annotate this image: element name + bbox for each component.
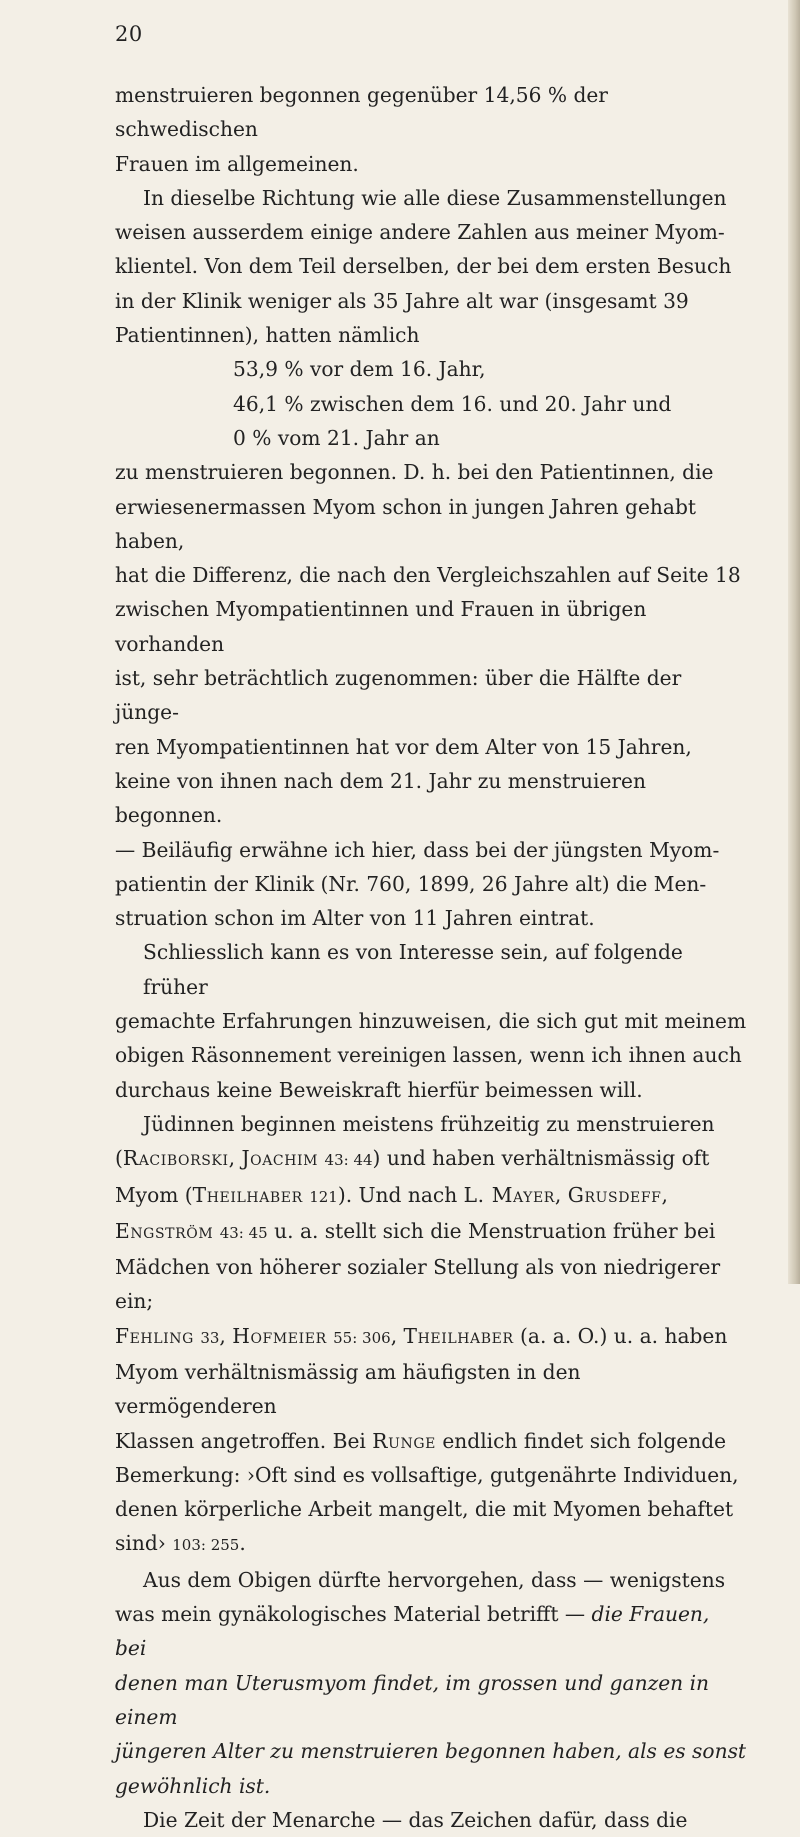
emphasized-text: gewöhnlich ist. bbox=[115, 1773, 271, 1798]
text-line: erwiesenermassen Myom schon in jungen Jahren gehabt haben, bbox=[115, 494, 696, 553]
author-name: L. Mayer bbox=[463, 1182, 555, 1207]
stat-line: 46,1 % zwischen dem 16. und 20. Jahr und bbox=[233, 391, 672, 416]
page-number: 20 bbox=[115, 22, 143, 46]
text-line: hat die Differenz, die nach den Vergleichszahlen auf Seite 18 bbox=[115, 563, 741, 588]
citation: 43: 45 bbox=[219, 1223, 268, 1242]
text-line: denen körperliche Arbeit mangelt, die mit Myomen behaftet bbox=[115, 1497, 734, 1522]
author-name: Engström bbox=[115, 1218, 214, 1243]
text-line: ren Myompatientinnen hat vor dem Alter von 15 Jahren, bbox=[115, 734, 692, 759]
body-text bbox=[115, 78, 747, 1837]
author-name: Runge bbox=[372, 1428, 436, 1453]
citation: 121 bbox=[309, 1187, 338, 1206]
text-fragment: ( bbox=[115, 1146, 123, 1171]
text-line: obigen Räsonnement vereinigen lassen, wenn ich ihnen auch bbox=[115, 1043, 742, 1068]
text-fragment: , bbox=[219, 1323, 233, 1348]
text-line bbox=[115, 1769, 747, 1803]
citation: 33 bbox=[200, 1328, 220, 1347]
text-fragment: , bbox=[228, 1146, 242, 1171]
text-fragment: ). Und nach bbox=[337, 1182, 464, 1207]
author-name: Theilhaber bbox=[192, 1182, 303, 1207]
text-fragment: , bbox=[661, 1182, 668, 1207]
text-fragment: . bbox=[239, 1531, 246, 1556]
author-name: Raciborski bbox=[122, 1146, 229, 1171]
text-line: in der Klinik weniger als 35 Jahre alt war (insgesamt 39 bbox=[115, 288, 689, 313]
author-name: Hofmeier bbox=[232, 1323, 327, 1348]
text-fragment: , bbox=[390, 1323, 404, 1348]
citation: 55: 306 bbox=[333, 1328, 391, 1347]
stat-line: 0 % vom 21. Jahr an bbox=[233, 425, 440, 450]
text-line: Mädchen von höherer sozialer Stellung als von niedrigerer ein; bbox=[115, 1255, 721, 1314]
author-name: Joachim bbox=[241, 1146, 319, 1171]
text-fragment: , bbox=[554, 1182, 568, 1207]
text-line bbox=[115, 1526, 747, 1562]
text-fragment: ) und haben verhältnismässig oft bbox=[372, 1146, 710, 1171]
author-name: Grusdeff bbox=[567, 1182, 662, 1207]
text-line: Bemerkung: ›Oft sind es vollsaftige, gutgenährte Individuen, bbox=[115, 1462, 739, 1487]
citation: 43: 44 bbox=[324, 1151, 373, 1170]
text-line: Jüdinnen beginnen meistens frühzeitig zu menstruieren bbox=[143, 1111, 715, 1136]
text-line: In dieselbe Richtung wie alle diese Zusammenstellungen bbox=[143, 185, 727, 210]
text-line bbox=[115, 1214, 747, 1250]
emphasized-text: die Frauen, bei bbox=[115, 1602, 710, 1661]
text-line bbox=[115, 1597, 747, 1666]
text-fragment: Klassen angetroffen. Bei bbox=[115, 1428, 373, 1453]
text-line bbox=[115, 1734, 747, 1768]
emphasized-text: denen man Uterusmyom findet, im grossen und ganzen in einem bbox=[115, 1670, 710, 1729]
text-line: zu menstruieren begonnen. D. h. bei den Patientinnen, die bbox=[115, 460, 714, 485]
text-line: menstruieren begonnen gegenüber 14,56 % der schwedischen bbox=[115, 83, 608, 142]
text-fragment: (a. a. O.) u. a. haben bbox=[513, 1323, 728, 1348]
text-line: Frauen im allgemeinen. bbox=[115, 151, 359, 176]
text-line: keine von ihnen nach dem 21. Jahr zu menstruieren begonnen. bbox=[115, 768, 646, 828]
text-line bbox=[115, 1424, 747, 1458]
text-line bbox=[115, 1666, 747, 1735]
text-line: klientel. Von dem Teil derselben, der bei dem ersten Besuch bbox=[115, 254, 732, 279]
text-line: patientin der Klinik (Nr. 760, 1899, 26 Jahre alt) die Men- bbox=[115, 871, 707, 896]
page-edge-shadow bbox=[788, 0, 800, 1284]
text-fragment: Myom ( bbox=[115, 1182, 193, 1207]
text-line: Aus dem Obigen dürfte hervorgehen, dass — wenigstens bbox=[143, 1567, 726, 1592]
stat-line: 53,9 % vor dem 16. Jahr, bbox=[233, 357, 486, 382]
text-fragment: sind› bbox=[115, 1531, 166, 1556]
text-line: weisen ausserdem einige andere Zahlen aus meiner Myom- bbox=[115, 220, 725, 245]
text-line: struation schon im Alter von 11 Jahren eintrat. bbox=[115, 906, 595, 931]
text-fragment: u. a. stellt sich die Menstruation früher bei bbox=[267, 1218, 716, 1243]
text-line: Schliesslich kann es von Interesse sein, auf folgende früher bbox=[143, 940, 683, 999]
text-line bbox=[115, 1141, 747, 1177]
text-line bbox=[115, 1319, 747, 1355]
author-name: Fehling bbox=[115, 1323, 194, 1348]
text-line: Myom verhältnismässig am häufigsten in den vermögenderen bbox=[115, 1359, 581, 1419]
text-fragment: was mein gynäkologisches Material betrifft — bbox=[115, 1602, 592, 1627]
text-line: Die Zeit der Menarche — das Zeichen dafür, dass die bbox=[143, 1807, 688, 1832]
text-line: zwischen Myompatientinnen und Frauen in übrigen vorhanden bbox=[115, 597, 647, 656]
text-line bbox=[115, 1178, 747, 1214]
text-line: gemachte Erfahrungen hinzuweisen, die sich gut mit meinem bbox=[115, 1009, 747, 1034]
text-line: Patientinnen), hatten nämlich bbox=[115, 323, 420, 348]
text-fragment: endlich findet sich folgende bbox=[435, 1428, 727, 1453]
citation: 103: 255 bbox=[172, 1536, 240, 1555]
text-line: durchaus keine Beweiskraft hierfür beimessen will. bbox=[115, 1077, 643, 1102]
text-line: — Beiläufig erwähne ich hier, dass bei der jüngsten Myom- bbox=[115, 837, 720, 862]
text-line: ist, sehr beträchtlich zugenommen: über die Hälfte der jünge- bbox=[115, 666, 682, 725]
emphasized-text: jüngeren Alter zu menstruieren begonnen haben, als es sonst bbox=[115, 1739, 747, 1764]
author-name: Theilhaber bbox=[403, 1323, 514, 1348]
